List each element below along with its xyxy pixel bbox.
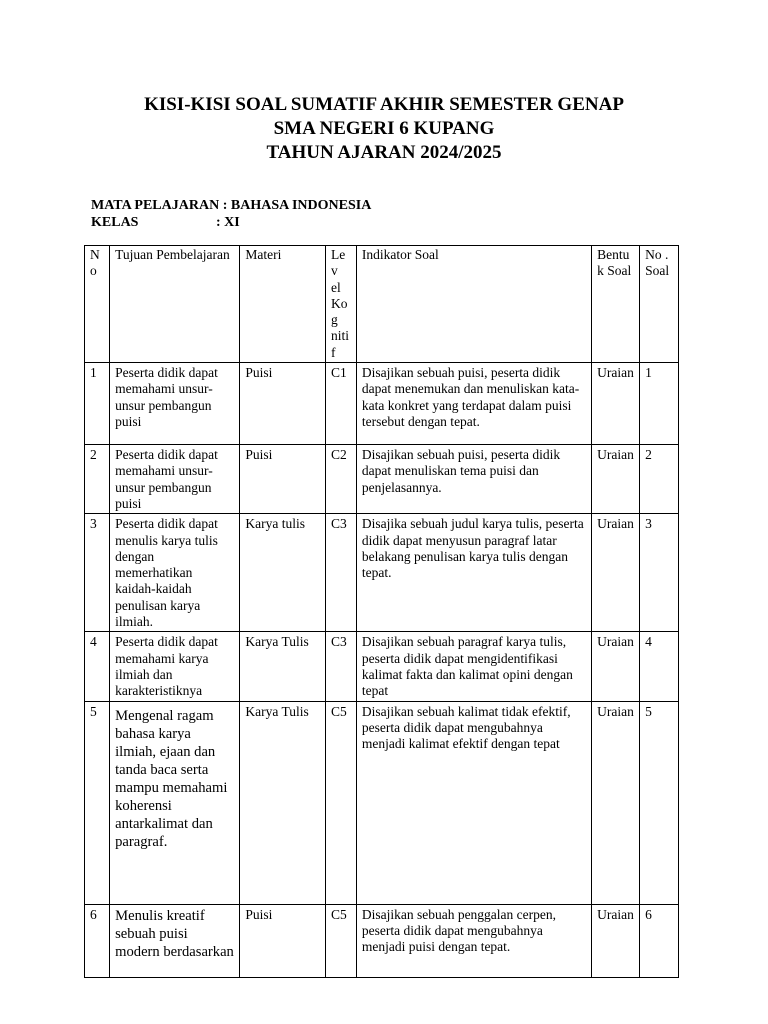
row-level: C5 [326, 701, 357, 904]
title-line-3: TAHUN AJARAN 2024/2025 [266, 142, 502, 163]
row-materi: Karya Tulis [240, 701, 326, 904]
row-indikator: Disajika sebuah judul karya tulis, peserta didik dapat menyusun paragraf latar belakang penulisan karya tulis dengan tepat. [356, 514, 591, 632]
header-no: No [85, 246, 110, 363]
table-row [85, 514, 679, 632]
row-level: C3 [326, 632, 357, 701]
row-no: 4 [85, 632, 110, 701]
title-line-1: KISI-KISI SOAL SUMATIF AKHIR SEMESTER GENAP [144, 94, 624, 115]
row-no: 2 [85, 445, 110, 514]
row-tujuan: Peserta didik dapat menulis karya tulis dengan memerhatikan kaidah-kaidah penulisan karya ilmiah. [110, 514, 240, 632]
row-tujuan: Peserta didik dapat memahami unsur-unsur pembangun puisi [110, 445, 240, 514]
table-row [85, 904, 679, 977]
class-separator: : [216, 215, 225, 230]
table-row [85, 632, 679, 701]
row-tujuan: Peserta didik dapat memahami unsur-unsur pembangun puisi [110, 363, 240, 445]
row-materi: Puisi [240, 363, 326, 445]
header-indikator: Indikator Soal [356, 246, 591, 363]
table-header-row [85, 246, 679, 363]
header-bentuk: Bentu k Soal [592, 246, 640, 363]
row-no: 6 [85, 904, 110, 977]
row-indikator: Disajikan sebuah puisi, peserta didik dapat menemukan dan menuliskan kata-kata konkret yang terdapat dalam puisi tersebut dengan tepat. [356, 363, 591, 445]
row-indikator: Disajikan sebuah paragraf karya tulis, peserta didik dapat mengidentifikasi kalimat fakta dan kalimat opini dengan tepat [356, 632, 591, 701]
row-no: 5 [85, 701, 110, 904]
row-level: C3 [326, 514, 357, 632]
row-no-soal: 4 [640, 632, 679, 701]
row-materi: Puisi [240, 904, 326, 977]
class-row [91, 214, 371, 231]
row-indikator: Disajikan sebuah puisi, peserta didik dapat menuliskan tema puisi dan penjelasannya. [356, 445, 591, 514]
kisi-kisi-table [84, 245, 679, 978]
row-tujuan: Menulis kreatif sebuah puisi modern berdasarkan [110, 904, 240, 977]
class-value: XI [224, 215, 240, 230]
row-indikator: Disajikan sebuah penggalan cerpen, peserta didik dapat mengubahnya menjadi puisi dengan tepat. [356, 904, 591, 977]
row-materi: Karya Tulis [240, 632, 326, 701]
row-no-soal: 5 [640, 701, 679, 904]
row-materi: Karya tulis [240, 514, 326, 632]
subject-separator: : [222, 198, 231, 213]
subject-label: MATA PELAJARAN [91, 198, 220, 213]
document-meta [91, 197, 371, 231]
row-bentuk: Uraian [592, 701, 640, 904]
row-no-soal: 6 [640, 904, 679, 977]
row-bentuk: Uraian [592, 363, 640, 445]
row-no-soal: 3 [640, 514, 679, 632]
row-bentuk: Uraian [592, 445, 640, 514]
table-row [85, 701, 679, 904]
header-materi: Materi [240, 246, 326, 363]
row-bentuk: Uraian [592, 904, 640, 977]
header-no-soal: No . Soal [640, 246, 679, 363]
row-indikator: Disajikan sebuah kalimat tidak efektif, peserta didik dapat mengubahnya menjadi kalimat efektif dengan tepat [356, 701, 591, 904]
row-tujuan: Peserta didik dapat memahami karya ilmiah dan karakteristiknya [110, 632, 240, 701]
row-bentuk: Uraian [592, 514, 640, 632]
document-title [0, 93, 768, 165]
table-row [85, 363, 679, 445]
row-no: 3 [85, 514, 110, 632]
row-level: C2 [326, 445, 357, 514]
class-label: KELAS [91, 215, 139, 230]
header-level: Lev el Kog nitif [326, 246, 357, 363]
subject-value: BAHASA INDONESIA [230, 198, 372, 213]
row-no-soal: 2 [640, 445, 679, 514]
header-tujuan: Tujuan Pembelajaran [110, 246, 240, 363]
title-line-2: SMA NEGERI 6 KUPANG [273, 118, 495, 139]
row-no-soal: 1 [640, 363, 679, 445]
row-no: 1 [85, 363, 110, 445]
subject-row [91, 197, 371, 214]
row-bentuk: Uraian [592, 632, 640, 701]
row-level: C5 [326, 904, 357, 977]
row-level: C1 [326, 363, 357, 445]
table-row [85, 445, 679, 514]
row-tujuan: Mengenal ragam bahasa karya ilmiah, ejaan dan tanda baca serta mampu memahami koherensi antarkalimat dan paragraf. [110, 701, 240, 904]
row-materi: Puisi [240, 445, 326, 514]
